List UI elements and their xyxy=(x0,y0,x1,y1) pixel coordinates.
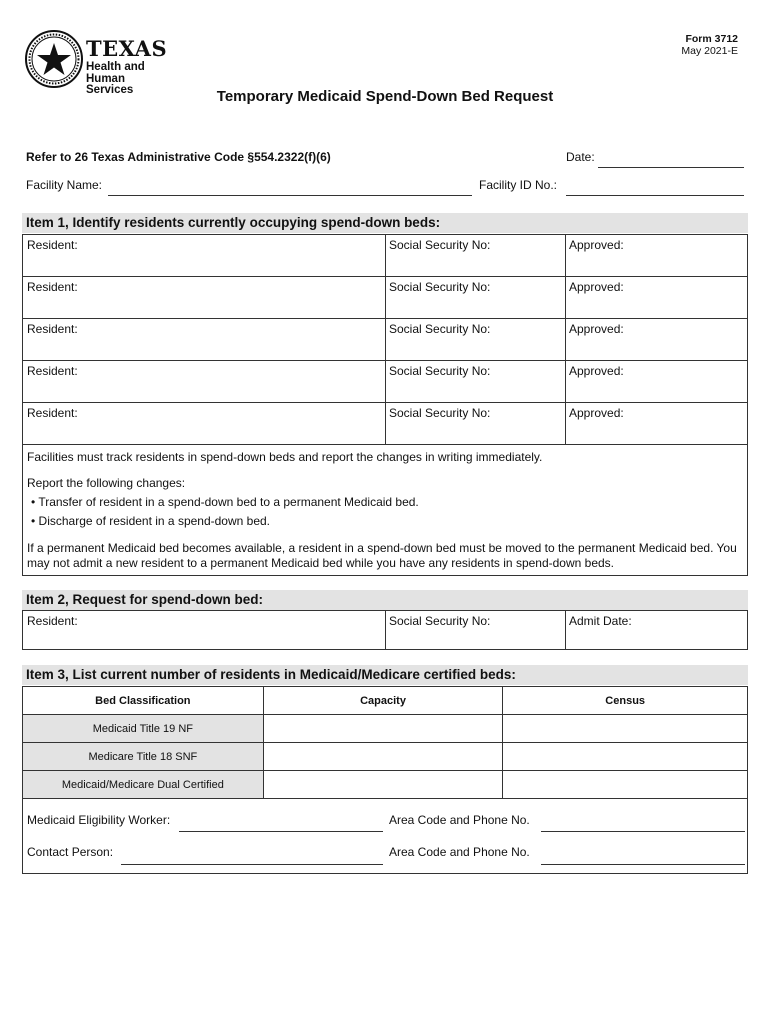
census-cell[interactable] xyxy=(503,743,748,771)
table-row xyxy=(23,771,748,799)
resident-field[interactable]: Resident: xyxy=(27,280,78,294)
eligibility-worker-label: Medicaid Eligibility Worker: xyxy=(27,813,171,827)
date-label: Date: xyxy=(566,150,595,164)
ssn-field[interactable]: Social Security No: xyxy=(389,322,491,336)
bed-classification-table xyxy=(22,686,748,799)
resident-field[interactable]: Resident: xyxy=(27,322,78,336)
date-field[interactable] xyxy=(598,153,744,168)
approved-field[interactable]: Approved: xyxy=(569,238,624,252)
resident-field[interactable]: Resident: xyxy=(27,238,78,252)
capacity-cell[interactable] xyxy=(263,715,503,743)
agency-logo xyxy=(24,28,184,96)
resident-field[interactable]: Resident: xyxy=(27,364,78,378)
capacity-cell[interactable] xyxy=(263,743,503,771)
agency-name-hhs: Health and Human Services xyxy=(86,61,145,96)
bed-type-label: Medicaid Title 19 NF xyxy=(23,715,264,743)
phone-label-1: Area Code and Phone No. xyxy=(389,813,530,827)
ssn-field[interactable]: Social Security No: xyxy=(389,280,491,294)
contact-person-label: Contact Person: xyxy=(27,845,114,859)
item3-heading: Item 3, List current number of residents in Medicaid/Medicare certified beds: xyxy=(22,665,748,685)
form-number-block xyxy=(681,33,738,57)
tracking-note: Facilities must track residents in spend-down beds and report the changes in writing immediately. xyxy=(27,450,543,464)
contact-box xyxy=(22,799,748,874)
facility-id-field[interactable] xyxy=(566,181,744,196)
col-census: Census xyxy=(503,687,748,715)
census-cell[interactable] xyxy=(503,771,748,799)
resident-row xyxy=(23,319,747,361)
census-cell[interactable] xyxy=(503,715,748,743)
item1-heading: Item 1, Identify residents currently occupying spend-down beds: xyxy=(22,213,748,233)
resident-row xyxy=(23,235,747,277)
phone-label-2: Area Code and Phone No. xyxy=(389,845,530,859)
contact-person-field[interactable] xyxy=(121,850,383,865)
approved-field[interactable]: Approved: xyxy=(569,322,624,336)
agency-name-texas: TEXAS xyxy=(86,36,168,61)
item2-box xyxy=(22,610,748,650)
admit-date-field[interactable]: Admit Date: xyxy=(569,614,632,628)
request-resident-field[interactable]: Resident: xyxy=(27,614,78,628)
form-number: Form 3712 xyxy=(685,33,738,45)
table-row xyxy=(23,743,748,771)
approved-field[interactable]: Approved: xyxy=(569,280,624,294)
facility-name-label: Facility Name: xyxy=(26,178,103,192)
approved-field[interactable]: Approved: xyxy=(569,364,624,378)
eligibility-worker-field[interactable] xyxy=(179,817,383,832)
bed-type-label: Medicaid/Medicare Dual Certified xyxy=(23,771,264,799)
bullet-discharge: • Discharge of resident in a spend-down bed. xyxy=(31,514,271,528)
item2-heading: Item 2, Request for spend-down bed: xyxy=(22,590,748,610)
col-bed-classification: Bed Classification xyxy=(23,687,264,715)
form-date: May 2021-E xyxy=(681,45,738,57)
ssn-field[interactable]: Social Security No: xyxy=(389,364,491,378)
report-changes-note: Report the following changes: xyxy=(27,476,186,490)
texas-seal-icon xyxy=(24,28,84,90)
code-reference: Refer to 26 Texas Administrative Code §554.2322(f)(6) xyxy=(26,150,331,164)
bed-type-label: Medicare Title 18 SNF xyxy=(23,743,264,771)
request-ssn-field[interactable]: Social Security No: xyxy=(389,614,491,628)
col-capacity: Capacity xyxy=(263,687,503,715)
ssn-field[interactable]: Social Security No: xyxy=(389,406,491,420)
resident-row xyxy=(23,277,747,319)
approved-field[interactable]: Approved: xyxy=(569,406,624,420)
capacity-cell[interactable] xyxy=(263,771,503,799)
resident-row xyxy=(23,361,747,403)
table-row xyxy=(23,715,748,743)
permanent-bed-note: If a permanent Medicaid bed becomes available, a resident in a spend-down bed must be moved to the permanent Medicaid bed. You may not admit a new resident to a permanent Medicaid bed while you have any residents in spend-down beds. xyxy=(27,541,737,570)
phone-field-2[interactable] xyxy=(541,850,745,865)
resident-field[interactable]: Resident: xyxy=(27,406,78,420)
facility-name-field[interactable] xyxy=(108,181,472,196)
facility-id-label: Facility ID No.: xyxy=(479,178,558,192)
item1-box xyxy=(22,234,748,576)
table-header-row xyxy=(23,687,748,715)
ssn-field[interactable]: Social Security No: xyxy=(389,238,491,252)
resident-row xyxy=(23,403,747,445)
bullet-transfer: • Transfer of resident in a spend-down bed to a permanent Medicaid bed. xyxy=(31,495,419,509)
page-title: Temporary Medicaid Spend-Down Bed Request xyxy=(216,88,554,105)
phone-field-1[interactable] xyxy=(541,817,745,832)
